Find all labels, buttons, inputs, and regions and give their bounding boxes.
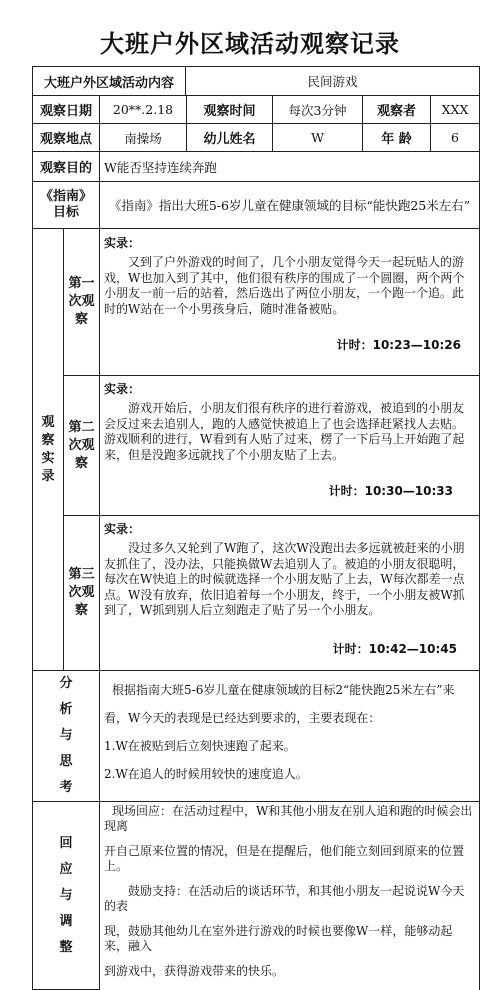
observation-2-label-text: 第二次观察 bbox=[68, 419, 95, 471]
purpose-label: 观察目的 bbox=[32, 151, 100, 182]
observation-2-label bbox=[63, 375, 100, 516]
guide-value: 《指南》指出大班5-6岁儿童在健康领域的目标“能快跑25米左右” bbox=[99, 181, 480, 229]
time-value: 每次3分钟 bbox=[272, 95, 363, 124]
age-label: 年 龄 bbox=[362, 123, 431, 152]
observation-2-time: 计时：10:30—10:33 bbox=[328, 484, 453, 498]
record-label-text: 观察实录 bbox=[41, 414, 55, 484]
observation-3-heading: 实录： bbox=[104, 522, 141, 536]
response-body bbox=[99, 801, 480, 990]
response-label bbox=[32, 801, 100, 990]
analysis-line-4: 2.W在追人的时候用较快的速度追人。 bbox=[104, 767, 308, 781]
observation-3-label bbox=[63, 515, 100, 671]
response-label-text: 回应与调整 bbox=[59, 835, 73, 955]
observation-2-heading: 实录： bbox=[104, 382, 141, 396]
response-line-4: 现，鼓励其他幼儿在室外进行游戏的时候也要像W一样，能够动起来，融入 bbox=[104, 924, 453, 953]
analysis-line-2: 看，W今天的表现是已经达到要求的，主要表现在： bbox=[104, 711, 381, 725]
age-value: 6 bbox=[430, 123, 480, 152]
observation-3-text: 没过多久又轮到了W跑了，这次W没跑出去多远就被赶来的小朋友抓住了，没办法，只能换做W去追别人了。被追的小朋友很聪明，每次在W快追上的时候就选择一个小朋友贴了上去，W每次都差一点点。W没有放弃，依旧追着每一个小朋友，终于，一个小朋友被W抓到了，W抓到别人后立刻跑走了贴了另一个小朋友。 bbox=[104, 541, 465, 617]
observation-form bbox=[32, 66, 480, 990]
observation-2-body bbox=[99, 375, 480, 516]
place-label: 观察地点 bbox=[32, 123, 100, 152]
observation-3-label-text: 第三次观察 bbox=[68, 567, 95, 618]
response-line-2: 开自己原来位置的情况，但是在提醒后，他们能立刻回到原来的位置上。 bbox=[104, 844, 465, 873]
content-value: 民间游戏 bbox=[185, 66, 480, 96]
analysis-line-3: 1.W在被贴到后立刻快速跑了起来。 bbox=[104, 739, 296, 753]
observation-1-time: 计时：10:23—10:26 bbox=[336, 338, 461, 352]
response-line-3: 鼓励支持：在活动后的谈话环节，和其他小朋友一起说说W今天的表 bbox=[104, 884, 465, 913]
place-value: 南操场 bbox=[99, 123, 187, 152]
observation-3-time: 计时：10:42—10:45 bbox=[332, 642, 457, 656]
analysis-label bbox=[32, 670, 100, 802]
observer-value: XXX bbox=[430, 95, 480, 124]
purpose-value: W能否坚持连续奔跑 bbox=[99, 151, 480, 182]
child-name-label: 幼儿姓名 bbox=[186, 123, 273, 152]
observation-1-label bbox=[63, 228, 100, 376]
time-label: 观察时间 bbox=[186, 95, 273, 124]
observation-1-text: 又到了户外游戏的时间了，几个小朋友觉得今天一起玩贴人的游戏，W也加入到了其中，他们很有秩序的围成了一个圆圈，两个两个小朋友一前一后的站着，然后选出了两位小朋友，一个跑一个追。此时的W站在一个小男孩身后，随时准备被贴。 bbox=[104, 255, 465, 316]
analysis-label-text: 分析与思考 bbox=[59, 676, 73, 795]
observation-2-text: 游戏开始后，小朋友们很有秩序的进行着游戏，被追到的小朋友会反过来去追别人，跑的人感觉快被追上了也会选择赶紧找人去贴。游戏顺利的进行，W看到有人贴了过来，楞了一下后马上开始跑了起来，但是没跑多远就找了个小朋友贴了上去。 bbox=[104, 401, 465, 462]
guide-label: 《指南》目标 bbox=[32, 181, 100, 229]
date-label: 观察日期 bbox=[32, 95, 100, 124]
analysis-body bbox=[99, 670, 480, 802]
observation-3-body bbox=[99, 515, 480, 671]
observer-label: 观察者 bbox=[362, 95, 431, 124]
date-value: 20**.2.18 bbox=[99, 95, 187, 124]
record-section-label bbox=[32, 228, 64, 671]
observation-1-label-text: 第一次观察 bbox=[68, 276, 95, 327]
response-line-1: 现场回应：在活动过程中，W和其他小朋友在别人追和跑的时候会出现离 bbox=[104, 804, 473, 833]
response-line-5: 到游戏中，获得游戏带来的快乐。 bbox=[104, 964, 285, 978]
page-title: 大班户外区域活动观察记录 bbox=[100, 30, 400, 58]
child-name-value: W bbox=[272, 123, 363, 152]
observation-1-body bbox=[99, 228, 480, 376]
analysis-line-1: 根据指南大班5-6岁儿童在健康领域的目标2“能快跑25米左右”来 bbox=[112, 683, 455, 697]
content-label: 大班户外区域活动内容 bbox=[32, 66, 186, 96]
observation-1-heading: 实录： bbox=[104, 236, 141, 250]
